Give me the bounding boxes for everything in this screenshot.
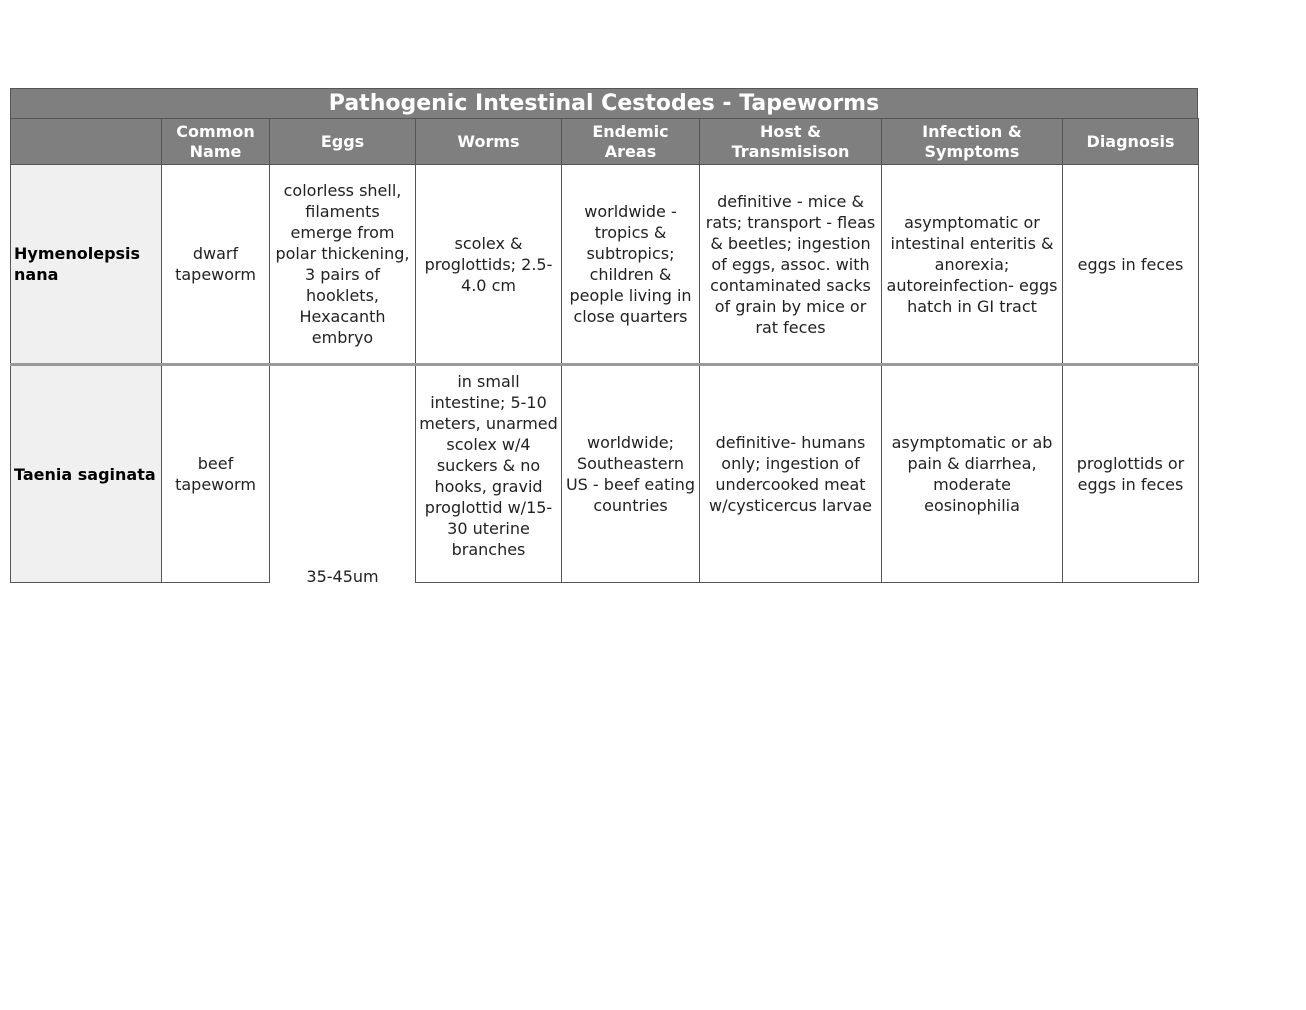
header-diagnosis: Diagnosis <box>1063 119 1199 165</box>
spreadsheet <box>10 88 1198 583</box>
eggs-text: 35-45um <box>306 566 379 583</box>
endemic-cell: worldwide; Southeastern US - beef eating countries <box>562 365 700 583</box>
header-row <box>11 119 1199 165</box>
header-blank <box>11 119 162 165</box>
species-name: Taenia saginata <box>11 365 162 583</box>
header-host-transmission: Host & Transmisison <box>700 119 882 165</box>
diagnosis-cell: proglottids or eggs in feces <box>1063 365 1199 583</box>
common-name-cell: dwarf tapeworm <box>162 165 270 365</box>
eggs-cell: colorless shell, filaments emerge from polar thickening, 3 pairs of hooklets, Hexacanth embryo <box>270 165 416 365</box>
header-eggs: Eggs <box>270 119 416 165</box>
eggs-cell <box>270 365 416 583</box>
header-infection-symptoms: Infection & Symptoms <box>882 119 1063 165</box>
endemic-cell: worldwide - tropics & subtropics; children & people living in close quarters <box>562 165 700 365</box>
common-name-cell: beef tapeworm <box>162 365 270 583</box>
table-row <box>11 365 1199 583</box>
host-cell: definitive - mice & rats; transport - fleas & beetles; ingestion of eggs, assoc. with contaminated sacks of grain by mice or rat feces <box>700 165 882 365</box>
infection-cell: asymptomatic or intestinal enteritis & anorexia; autoreinfection- eggs hatch in GI tract <box>882 165 1063 365</box>
diagnosis-cell: eggs in feces <box>1063 165 1199 365</box>
table-row <box>11 165 1199 365</box>
header-worms: Worms <box>416 119 562 165</box>
cestodes-table <box>10 118 1199 583</box>
header-common-name: Common Name <box>162 119 270 165</box>
host-cell: definitive- humans only; ingestion of undercooked meat w/cysticercus larvae <box>700 365 882 583</box>
worms-text: in small intestine; 5-10 meters, unarmed scolex w/4 suckers & no hooks, gravid proglottid w/15-30 uterine branches <box>419 371 558 559</box>
species-name: Hymenolepsis nana <box>11 165 162 365</box>
worms-cell <box>416 365 562 583</box>
table-title: Pathogenic Intestinal Cestodes - Tapeworms <box>10 88 1198 118</box>
header-endemic-areas: Endemic Areas <box>562 119 700 165</box>
worms-cell: scolex & proglottids; 2.5-4.0 cm <box>416 165 562 365</box>
infection-cell: asymptomatic or ab pain & diarrhea, moderate eosinophilia <box>882 365 1063 583</box>
